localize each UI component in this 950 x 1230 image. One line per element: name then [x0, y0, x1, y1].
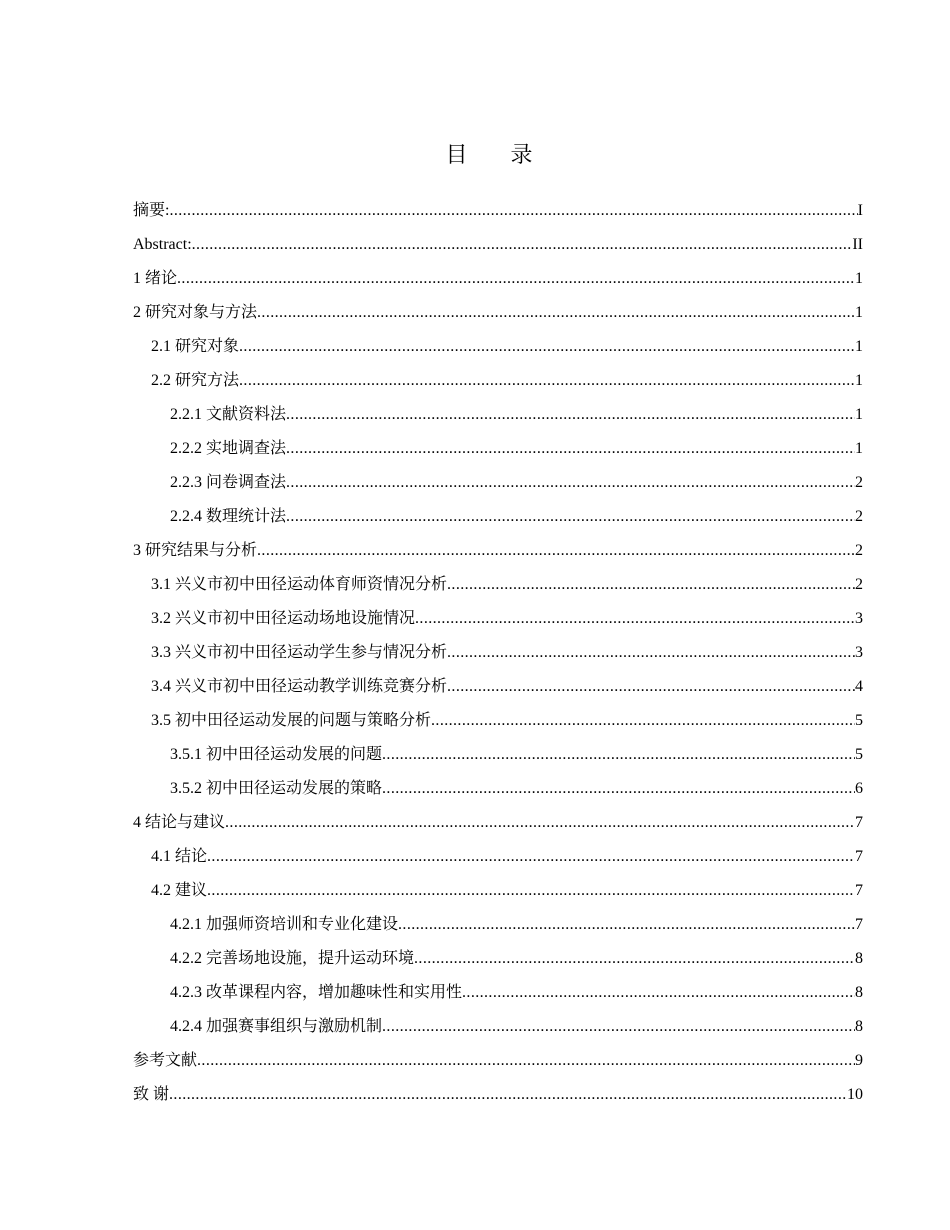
toc-entry[interactable]	[133, 976, 863, 1010]
toc-dot-leader	[207, 874, 855, 908]
toc-dot-leader	[207, 840, 855, 874]
toc-entry-label: 4.2.4 加强赛事组织与激励机制	[170, 1018, 383, 1035]
toc-entry-page-number: 2	[855, 474, 863, 491]
toc-entry[interactable]	[133, 670, 863, 704]
toc-entry[interactable]	[133, 364, 863, 398]
toc-entry[interactable]	[133, 500, 863, 534]
toc-dot-leader	[257, 534, 855, 568]
toc-entry[interactable]	[133, 636, 863, 670]
toc-dot-leader	[286, 398, 855, 432]
toc-entry[interactable]	[133, 1010, 863, 1044]
toc-entry-page-number: 3	[855, 610, 863, 627]
toc-entry[interactable]	[133, 806, 863, 840]
toc-entry-page-number: 1	[855, 338, 863, 355]
toc-entry-label: 2.2 研究方法	[151, 372, 240, 389]
toc-entry-label: 4.2.3 改革课程内容，增加趣味性和实用性	[170, 984, 463, 1001]
toc-entry-label: 2.2.4 数理统计法	[170, 508, 287, 525]
toc-entry[interactable]	[133, 1044, 863, 1078]
toc-dot-leader	[431, 704, 855, 738]
toc-entry[interactable]	[133, 262, 863, 296]
toc-entry-page-number: 7	[855, 882, 863, 899]
toc-entry-label: 摘要:	[133, 202, 170, 219]
toc-entry[interactable]	[133, 942, 863, 976]
toc-entry-page-number: 5	[855, 746, 863, 763]
toc-entry-page-number: 7	[855, 848, 863, 865]
toc-dot-leader	[398, 908, 855, 942]
toc-dot-leader	[286, 432, 855, 466]
toc-entry-page-number: II	[852, 236, 863, 253]
toc-entry-label: 4.2.1 加强师资培训和专业化建设	[170, 916, 399, 933]
toc-entry-label: 4.2 建议	[151, 882, 208, 899]
toc-entry[interactable]	[133, 1078, 863, 1112]
toc-entry-page-number: 7	[855, 814, 863, 831]
toc-entry[interactable]	[133, 568, 863, 602]
toc-dot-leader	[382, 772, 855, 806]
toc-entry-page-number: 2	[855, 576, 863, 593]
toc-dot-leader	[197, 1044, 855, 1078]
toc-dot-leader	[225, 806, 855, 840]
toc-entry-page-number: 1	[855, 372, 863, 389]
toc-dot-leader	[447, 568, 855, 602]
toc-entry-page-number: 8	[855, 984, 863, 1001]
toc-dot-leader	[462, 976, 855, 1010]
toc-dot-leader	[286, 466, 855, 500]
toc-entry-label: 3.5 初中田径运动发展的问题与策略分析	[151, 712, 432, 729]
toc-entry-page-number: 7	[855, 916, 863, 933]
toc-entry-page-number: 8	[855, 950, 863, 967]
toc-entry-label: 3 研究结果与分析	[133, 542, 258, 559]
toc-entry-label: 参考文献	[133, 1052, 198, 1069]
toc-dot-leader	[382, 738, 855, 772]
toc-entry-page-number: 1	[855, 406, 863, 423]
toc-dot-leader	[239, 364, 855, 398]
toc-entry-label: 4.2.2 完善场地设施，提升运动环境	[170, 950, 415, 967]
toc-dot-leader	[257, 296, 855, 330]
toc-entry-page-number: 6	[855, 780, 863, 797]
toc-entry[interactable]	[133, 296, 863, 330]
toc-entry-page-number: I	[857, 202, 863, 219]
toc-entry[interactable]	[133, 534, 863, 568]
toc-dot-leader	[286, 500, 855, 534]
toc-entry-page-number: 9	[855, 1052, 863, 1069]
toc-dot-leader	[382, 1010, 855, 1044]
toc-entry-page-number: 4	[855, 678, 863, 695]
toc-entry[interactable]	[133, 874, 863, 908]
toc-entry[interactable]	[133, 772, 863, 806]
toc-entry-label: 3.3 兴义市初中田径运动学生参与情况分析	[151, 644, 448, 661]
toc-entry[interactable]	[133, 704, 863, 738]
toc-entry-page-number: 10	[847, 1086, 863, 1103]
toc-entry[interactable]	[133, 840, 863, 874]
toc-entry-page-number: 8	[855, 1018, 863, 1035]
toc-entry-label: 4.1 结论	[151, 848, 208, 865]
toc-entry-label: Abstract:	[133, 236, 192, 253]
toc-dot-leader	[415, 602, 855, 636]
toc-entry[interactable]	[133, 738, 863, 772]
toc-entry-label: 2.2.3 问卷调查法	[170, 474, 287, 491]
toc-entry-label: 2.2.2 实地调查法	[170, 440, 287, 457]
toc-dot-leader	[447, 670, 855, 704]
toc-entry-page-number: 1	[855, 270, 863, 287]
toc-entry-label: 1 绪论	[133, 270, 178, 287]
toc-dot-leader	[169, 1078, 847, 1112]
toc-entry[interactable]	[133, 602, 863, 636]
toc-entry-label: 3.5.2 初中田径运动发展的策略	[170, 780, 383, 797]
toc-dot-leader	[192, 228, 853, 262]
toc-entry[interactable]	[133, 908, 863, 942]
toc-entry-label: 2.1 研究对象	[151, 338, 240, 355]
toc-entry-page-number: 2	[855, 542, 863, 559]
toc-dot-leader	[177, 262, 855, 296]
toc-entry-label: 3.2 兴义市初中田径运动场地设施情况	[151, 610, 416, 627]
page-title: 目 录	[445, 143, 551, 168]
toc-entry-label: 2 研究对象与方法	[133, 304, 258, 321]
toc-entry[interactable]	[133, 330, 863, 364]
toc-entry[interactable]	[133, 228, 863, 262]
toc-entry[interactable]	[133, 398, 863, 432]
toc-entry-page-number: 1	[855, 440, 863, 457]
toc-entry[interactable]	[133, 432, 863, 466]
toc-entry-page-number: 1	[855, 304, 863, 321]
toc-entry-label: 2.2.1 文献资料法	[170, 406, 287, 423]
toc-entry-label: 3.1 兴义市初中田径运动体育师资情况分析	[151, 576, 448, 593]
toc-entry[interactable]	[133, 466, 863, 500]
toc-dot-leader	[169, 194, 857, 228]
toc-entry-label: 3.4 兴义市初中田径运动教学训练竞赛分析	[151, 678, 448, 695]
toc-entry-page-number: 5	[855, 712, 863, 729]
toc-entry-page-number: 2	[855, 508, 863, 525]
toc-entry-label: 致 谢	[133, 1086, 170, 1103]
toc-entry-label: 3.5.1 初中田径运动发展的问题	[170, 746, 383, 763]
toc-dot-leader	[447, 636, 855, 670]
toc-entry-page-number: 3	[855, 644, 863, 661]
toc-entry[interactable]	[133, 194, 863, 228]
toc-dot-leader	[239, 330, 855, 364]
toc-entry-label: 4 结论与建议	[133, 814, 226, 831]
toc-dot-leader	[414, 942, 855, 976]
table-of-contents	[133, 194, 863, 1112]
